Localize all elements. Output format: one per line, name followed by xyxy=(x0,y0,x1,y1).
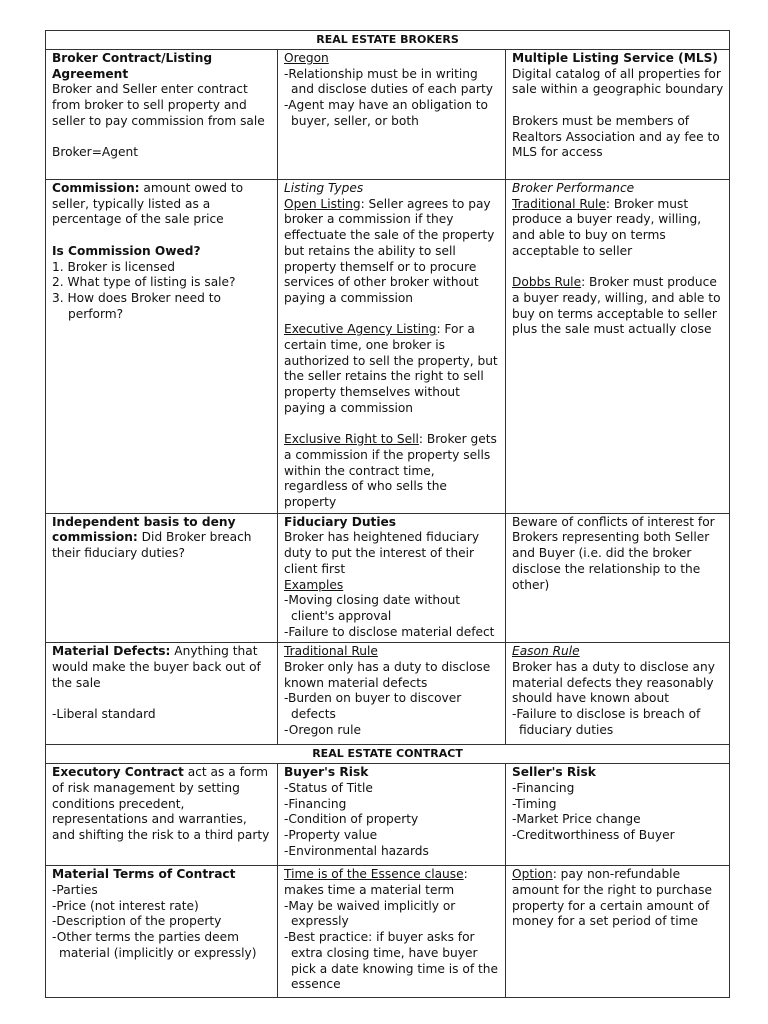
list-item: 3. How does Broker need to perform? xyxy=(52,290,222,321)
cell-term: Independent basis to deny commission: xyxy=(52,514,236,545)
cell-term: Exclusive Right to Sell xyxy=(284,432,419,447)
cell-title: Broker Contract/Listing Agreement xyxy=(52,51,213,81)
cell-text: Broker and Seller enter contract from broker to sell property and seller to pay commission from sale xyxy=(52,82,265,128)
cell-title: Fiduciary Duties xyxy=(284,514,397,529)
cell-text: Anything that would make the buyer back out of the sale xyxy=(52,644,261,690)
list-item: -Failure to disclose material defect xyxy=(284,624,495,639)
cell-material-defects xyxy=(46,643,278,745)
cell-text: : Broker must produce a buyer ready, willing, and able to buy on terms acceptable to seller xyxy=(512,196,702,258)
cell-text: : For a certain time, one broker is authorized to sell the property, but the seller retains the right to sell property themselves without paying a commission xyxy=(284,322,498,415)
cell-time-essence xyxy=(278,866,506,998)
list-item: -Price (not interest rate) xyxy=(52,898,199,913)
cell-listing-agreement xyxy=(46,50,278,180)
cell-text: Did Broker breach their fiduciary duties? xyxy=(52,530,252,561)
cell-title: Oregon xyxy=(284,51,329,65)
list-item: -Parties xyxy=(52,883,98,898)
cell-executory-contract xyxy=(46,764,278,866)
cell-title: Broker Performance xyxy=(512,181,635,195)
cell-text: amount owed to seller, typically listed as a percentage of the sale price xyxy=(52,181,244,227)
outline-sheet xyxy=(45,30,729,998)
cell-text: Broker only has a duty to disclose known material defects xyxy=(284,660,491,690)
cell-term: Executive Agency Listing xyxy=(284,322,437,337)
cell-commission xyxy=(46,180,278,514)
list-item: -Best practice: if buyer asks for extra closing time, have buyer pick a date knowing time is of the essence xyxy=(284,930,499,992)
cell-text: act as a form of risk management by setting conditions precedent, representations and warranties, and shifting the risk to a third party xyxy=(52,765,270,843)
cell-deny-commission xyxy=(46,513,278,643)
cell-title: Seller's Risk xyxy=(512,765,596,780)
cell-title: Eason Rule xyxy=(512,644,580,659)
cell-note: Broker=Agent xyxy=(52,145,138,160)
cell-broker-performance xyxy=(506,180,730,514)
table-row xyxy=(46,643,730,745)
section-header-row xyxy=(46,745,730,764)
cell-term: Time is of the Essence clause xyxy=(284,867,464,882)
cell-fiduciary-duties xyxy=(278,513,506,643)
outline-table xyxy=(45,30,730,998)
cell-text: : Broker must produce a buyer ready, willing, and able to buy on terms acceptable to seller plus the sale must actually close xyxy=(512,275,721,337)
list-item: -Creditworthiness of Buyer xyxy=(512,828,675,843)
table-row xyxy=(46,180,730,514)
cell-note: -Liberal standard xyxy=(52,707,156,722)
cell-text: : Broker gets a commission if the property sells within the contract time, regardless of who sells the property xyxy=(284,432,497,510)
list-item: -Agent may have an obligation to buyer, seller, or both xyxy=(284,98,488,128)
section-header-row xyxy=(46,31,730,50)
list-item: -Relationship must be in writing and disclose duties of each party xyxy=(284,66,493,97)
list-item: -Property value xyxy=(284,828,378,843)
cell-traditional-rule xyxy=(278,643,506,745)
cell-term: Open Listing xyxy=(284,196,361,211)
cell-text: Beware of conflicts of interest for Brokers representing both Seller and Buyer (i.e. did the broker disclose the relationship to the other) xyxy=(512,514,715,592)
section-header-brokers: REAL ESTATE BROKERS xyxy=(46,31,730,50)
cell-text: : pay non-refundable amount for the right to purchase property for a certain amount of money for a set period of time xyxy=(512,867,712,929)
table-row xyxy=(46,513,730,643)
list-item: -May be waived implicitly or expressly xyxy=(284,898,456,929)
list-item: -Oregon rule xyxy=(284,722,361,737)
cell-buyers-risk xyxy=(278,764,506,866)
cell-label: Examples xyxy=(284,577,344,592)
cell-listing-types xyxy=(278,180,506,514)
cell-text: Brokers must be members of Realtors Association and ay fee to MLS for access xyxy=(512,113,720,160)
table-row xyxy=(46,866,730,998)
list-item: -Failure to disclose is breach of fiduciary duties xyxy=(512,707,701,737)
cell-term: Dobbs Rule xyxy=(512,275,582,290)
list-item: -Market Price change xyxy=(512,812,641,827)
cell-title: Buyer's Risk xyxy=(284,765,369,780)
list-item: -Financing xyxy=(512,781,575,796)
list-item: -Environmental hazards xyxy=(284,843,429,858)
list-item: -Status of Title xyxy=(284,781,373,796)
cell-term: Traditional Rule xyxy=(512,196,606,211)
list-item: -Timing xyxy=(512,796,557,811)
cell-title: Traditional Rule xyxy=(284,644,378,659)
cell-eason-rule xyxy=(506,643,730,745)
list-item: -Other terms the parties deem material (implicitly or expressly) xyxy=(52,930,257,960)
cell-text: Broker has heightened fiduciary duty to put the interest of their client first xyxy=(284,530,480,576)
cell-title: Listing Types xyxy=(284,181,364,195)
list-item: 1. Broker is licensed xyxy=(52,259,175,274)
cell-term: Commission: xyxy=(52,181,140,195)
cell-mls xyxy=(506,50,730,180)
cell-title: Material Terms of Contract xyxy=(52,867,236,882)
section-header-contract: REAL ESTATE CONTRACT xyxy=(46,745,730,764)
cell-title: Multiple Listing Service (MLS) xyxy=(512,51,718,65)
list-item: -Burden on buyer to discover defects xyxy=(284,691,462,722)
cell-material-terms xyxy=(46,866,278,998)
cell-question: Is Commission Owed? xyxy=(52,243,201,258)
table-row xyxy=(46,764,730,866)
list-item: -Moving closing date without client's approval xyxy=(284,593,461,623)
cell-term: Option xyxy=(512,867,553,882)
cell-text: Digital catalog of all properties for sale within a geographic boundary xyxy=(512,66,724,97)
list-item: -Condition of property xyxy=(284,812,419,827)
cell-option xyxy=(506,866,730,998)
list-item: 2. What type of listing is sale? xyxy=(52,275,236,290)
cell-text: : makes time a material term xyxy=(284,867,468,898)
cell-text: Broker has a duty to disclose any material defects they reasonably should have known about xyxy=(512,660,715,706)
cell-oregon xyxy=(278,50,506,180)
cell-term: Executory Contract xyxy=(52,765,184,780)
cell-term: Material Defects: xyxy=(52,644,171,659)
table-row xyxy=(46,50,730,180)
list-item: -Financing xyxy=(284,796,347,811)
cell-text: : Seller agrees to pay broker a commission if they effectuate the sale of the property but retains the ability to sell property themself or to procure services of other broker without paying a commission xyxy=(284,196,495,305)
cell-sellers-risk xyxy=(506,764,730,866)
cell-conflicts xyxy=(506,513,730,643)
list-item: -Description of the property xyxy=(52,914,222,929)
